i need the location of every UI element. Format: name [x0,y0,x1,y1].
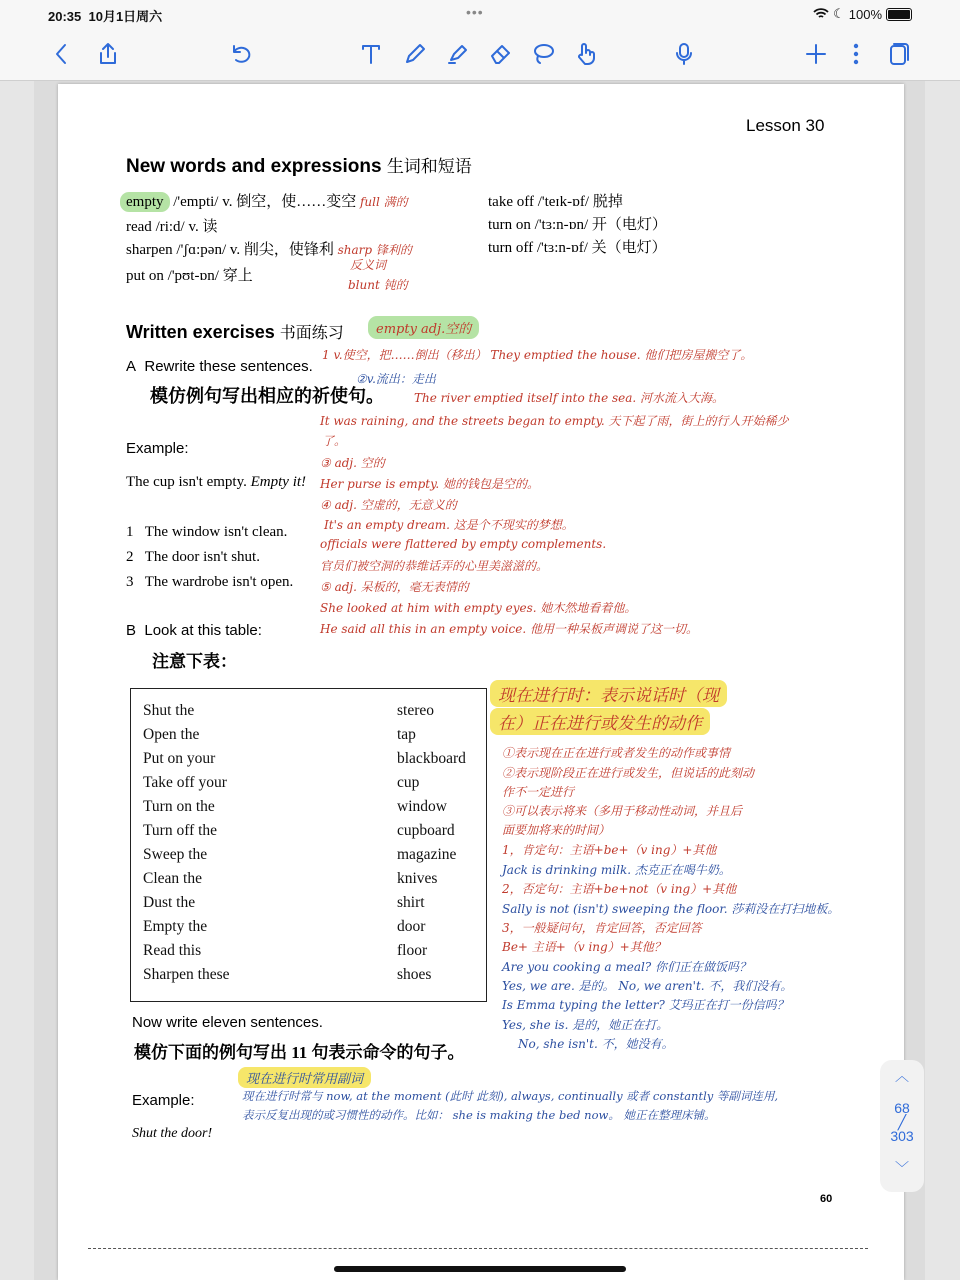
status-right [813,6,912,22]
section-a-cn: 模仿例句写出相应的祈使句。 [150,386,384,406]
written-exercises-heading: Written exercises 书面练习 [126,322,344,342]
grammar-note: Jack is drinking milk. 杰克正在喝牛奶。 [502,863,731,877]
lesson-title: Lesson 30 [746,116,825,135]
grammar-note: Yes, we are. 是的。 No, we aren't. 不，我们没有。 [502,979,793,993]
status-time: 20:35 10月1日周六 [48,9,163,24]
note-a-line: It was raining, and the streets began to empty. 天下起了雨，街上的行人开始稀少 [320,414,789,428]
page-up-icon[interactable]: ︿ [895,1068,909,1084]
note-a-line: She looked at him with empty eyes. 她木然地看着他。 [320,601,637,615]
more-icon[interactable] [838,36,874,72]
note-a-line: The river emptied itself into the sea. 河水流入大海。 [414,391,725,405]
grammar-title-line: 在）正在进行或发生的动作 [490,708,710,735]
example2-label: Example: [132,1092,195,1109]
note-a-line: ④ adj. 空虚的，无意义的 [320,498,457,512]
adverb-note: 表示反复出现的或习惯性的动作。比如： she is making the bed now。 她正在整理床铺。 [242,1108,716,1122]
left-margin [0,81,34,1280]
new-words-heading: New words and expressions 生词和短语 [126,156,472,177]
back-icon[interactable] [44,36,80,72]
empty-adj-note: empty adj.空的 [368,316,479,339]
antonym-note: 反义词 [350,258,387,272]
eraser-icon[interactable] [483,36,519,72]
share-icon[interactable] [90,36,126,72]
note-a-line: ③ adj. 空的 [320,456,385,470]
multitask-dots-icon[interactable]: ••• [466,4,484,20]
sentence-3: 3 The wardrobe isn't open. [126,574,294,590]
mic-icon[interactable] [666,36,702,72]
grammar-title-line: 现在进行时：表示说话时（现 [490,680,727,707]
note-a-line: He said all this in an empty voice. 他用一种呆板声调说了这一切。 [320,622,698,636]
note-a-line: Her purse is empty. 她的钱包是空的。 [320,477,539,491]
page-number: 60 [820,1193,833,1205]
note-a-line: ⑤ adj. 呆板的，毫无表情的 [320,580,469,594]
pages-icon[interactable] [880,36,916,72]
wifi-icon [813,8,829,20]
touch-icon[interactable] [568,36,604,72]
example2-answer: Shut the door! [132,1126,213,1141]
add-icon[interactable] [798,36,834,72]
grammar-note: 2，否定句：主语+be+not（v ing）+其他 [502,882,737,896]
undo-icon[interactable] [222,36,258,72]
grammar-note: ②表示现阶段正在进行或发生，但说话的此刻动 [502,766,755,780]
sentence-1: 1 The window isn't clean. [126,524,288,540]
word-entry-take-off: take off /'teɪk-ɒf/ 脱掉 [488,194,623,210]
sentence-2: 2 The door isn't shut. [126,549,260,565]
note-a-line: 官员们被空洞的恭维话弄的心里美滋滋的。 [320,559,549,573]
word-entry-put-on: put on /'pʊt-ɒn/ 穿上 [126,268,253,284]
section-a-heading: A Rewrite these sentences. [126,358,313,375]
grammar-note: 面要加将来的时间） [502,823,611,837]
note-a-line: 了。 [322,434,347,448]
page-separator: ╱ [897,1114,907,1130]
right-margin [925,81,960,1280]
word-entry-empty: empty /'empti/ v. 倒空，使……变空 full 满的 [120,190,408,211]
vocab-table: Shut the stereo Open the tap Put on your blackboard Take off your cup Turn on the window Turn off the cupboard Sweep the magazine Clean the knives Dust the shirt Empty the door Read this floor Sharpen these shoes [130,688,487,1002]
word-entry-turn-on: turn on /'tɜ:n-ɒn/ 开（电灯） [488,217,667,233]
note-a-line: It's an empty dream. 这是个不现实的梦想。 [324,518,574,532]
toolbar [0,28,960,81]
note-a-line: officials were flattered by empty complements. [320,537,607,551]
battery-icon [886,8,912,21]
bottom-rule [88,1248,868,1249]
now-write-cn: 模仿下面的例句写出 11 句表示命令的句子。 [134,1043,465,1062]
moon-icon: ☾ [833,6,845,21]
example-sentence: The cup isn't empty. Empty it! [126,474,307,490]
grammar-note: Are you cooking a meal? 你们正在做饭吗？ [502,960,752,974]
lasso-icon[interactable] [525,36,561,72]
text-tool-icon[interactable] [353,36,389,72]
grammar-note: Yes, she is. 是的，她正在打。 [502,1018,669,1032]
grammar-note: ①表示现在正在进行或者发生的动作或事情 [502,746,731,760]
blunt-note: blunt 钝的 [348,278,408,292]
highlighter-icon[interactable] [440,36,476,72]
word-entry-sharpen: sharpen /'ʃɑ:pən/ v. 削尖，使锋利 sharp 锋利的 [126,242,412,258]
example-label: Example: [126,440,189,457]
note-a-line: ②v.流出：走出 [356,372,436,386]
grammar-note: Is Emma typing the letter? 艾玛正在打一份信吗？ [502,998,789,1012]
adverb-title: 现在进行时常用副词 [238,1067,371,1088]
word-entry-turn-off: turn off /'tɜ:n-ɒf/ 关（电灯） [488,240,667,256]
grammar-note: 作不一定进行 [502,785,575,799]
grammar-note: No, she isn't. 不，她没有。 [518,1037,674,1051]
home-indicator[interactable] [334,1266,626,1272]
grammar-note: 3，一般疑问句，肯定回答，否定回答 [502,921,702,935]
current-page: 68 [894,1100,910,1116]
word-entry-read: read /ri:d/ v. 读 [126,219,218,235]
pen-icon[interactable] [397,36,433,72]
grammar-note: Be+ 主语+（v ing）+其他？ [502,940,666,954]
grammar-note: Sally is not (isn't) sweeping the floor. 莎莉没在打扫地板。 [502,902,840,916]
document-page[interactable] [58,84,904,1280]
status-bar [0,0,960,28]
grammar-note: ③可以表示将来（多用于移动性动词，并且后 [502,804,743,818]
page-scroller[interactable] [880,1060,924,1192]
note-a-line: 1 v.使空，把……倒出（移出） They emptied the house. 他们把房屋搬空了。 [322,348,753,362]
battery-percent: 100% [848,6,882,22]
section-b-cn: 注意下表： [152,652,237,671]
total-pages: 303 [890,1128,914,1144]
adverb-note: 现在进行时常与 now, at the moment (此时 此刻), always, continually 或者 constantly 等副词连用, [242,1089,779,1103]
grammar-note: 1，肯定句：主语+be+（v ing）+其他 [502,843,717,857]
page-down-icon[interactable]: ﹀ [895,1160,909,1176]
section-b-heading: B Look at this table: [126,622,262,639]
now-write-text: Now write eleven sentences. [132,1014,323,1031]
